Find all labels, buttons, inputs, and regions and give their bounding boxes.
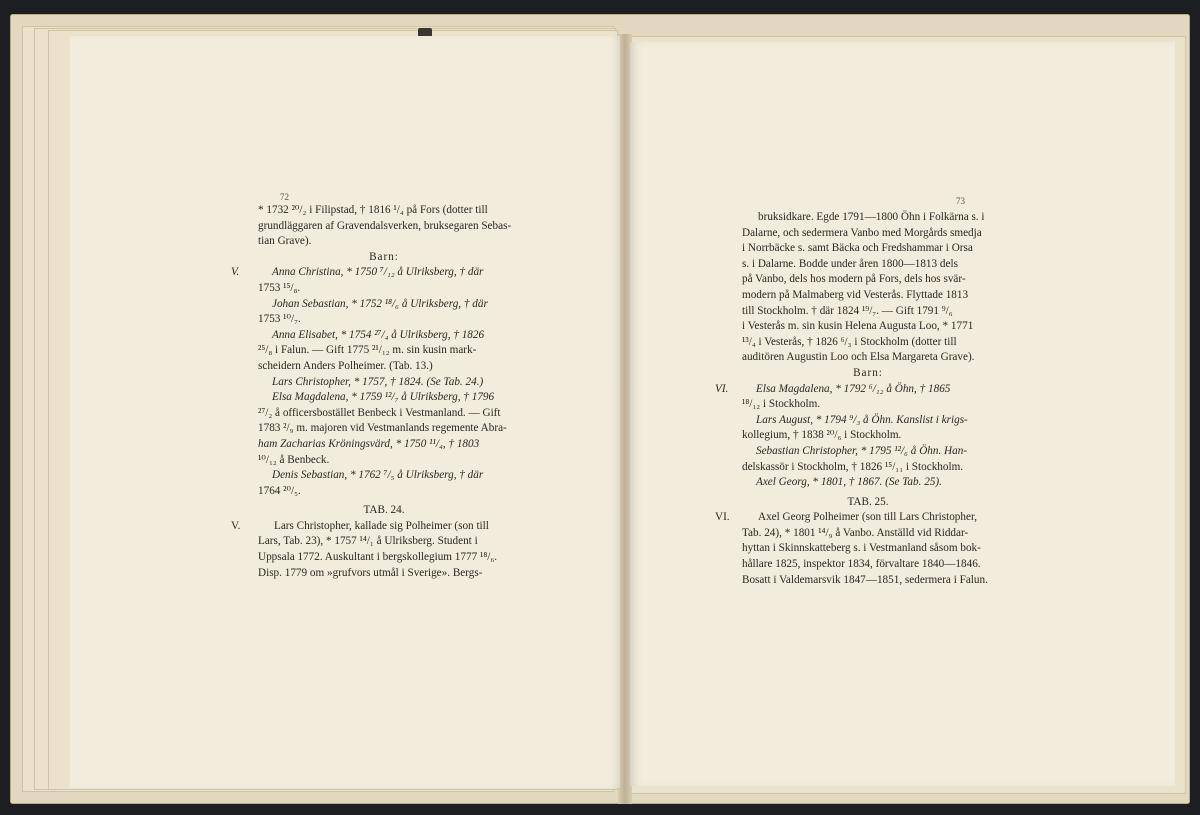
text-line: Disp. 1779 om »grufvors utmål i Sverige». Bergs- [258, 566, 483, 579]
text-line: till Stockholm. † där 1824 ¹⁹/₇. — Gift 1791 ⁹/₆ [742, 304, 953, 317]
text-line [231, 519, 510, 535]
text-line: delskassör i Stockholm, † 1826 ¹⁵/₁₁ i Stockholm. [742, 460, 964, 473]
text-line: Elsa Magdalena, * 1759 ¹²/₇ å Ulriksberg, † 1796 [272, 391, 495, 404]
text-line: tian Grave). [258, 235, 312, 248]
text-line: Anna Elisabet, * 1754 ²⁷/₄ å Ulriksberg, † 1826 [272, 328, 485, 341]
text-line: Sebastian Christopher, * 1795 ¹²/₆ å Öhn. Han- [756, 444, 968, 457]
text-line: Tab. 24), * 1801 ¹⁴/₉ å Vanbo. Anställd vid Riddar- [742, 526, 969, 539]
text-line: ²⁷/₂ å officersbostället Benbeck i Vestmanland. — Gift [258, 406, 501, 419]
text-line: ham Zacharias Kröningsvärd, * 1750 ¹¹/₄, † 1803 [258, 437, 480, 450]
text-line: modern på Malmaberg vid Vesterås. Flyttade 1813 [742, 288, 969, 301]
margin-mark: VI. [715, 382, 729, 395]
text-line [715, 510, 994, 526]
text-line: 1753 ¹⁵/₈. [258, 281, 301, 294]
text-line: 1764 ²⁰/₅. [258, 484, 301, 497]
text-line: Uppsala 1772. Auskultant i bergskollegium 1777 ¹⁸/₆. [258, 551, 498, 564]
margin-mark: V. [231, 266, 240, 279]
right-page [630, 42, 1175, 786]
left-page-text [231, 203, 512, 581]
text-line: Denis Sebastian, * 1762 ⁷/₅ å Ulriksberg, † där [272, 469, 484, 482]
left-page-number: 72 [280, 192, 289, 202]
table-heading: TAB. 24. [363, 504, 405, 517]
text-line: i Norrbäcke s. samt Bäcka och Fredshammar i Orsa [742, 242, 973, 255]
text-line: Axel Georg, * 1801, † 1867. (Se Tab. 25). [756, 476, 942, 489]
right-page-number: 73 [956, 196, 965, 206]
open-book [10, 14, 1190, 804]
margin-mark: V. [231, 519, 241, 532]
text-line: 1783 ²/₉ m. majoren vid Vestmanlands regemente Abra- [258, 422, 507, 435]
section-heading: Barn: [853, 366, 883, 379]
text-line: ¹⁰/₁₂ å Benbeck. [258, 453, 330, 466]
table-heading: TAB. 25. [847, 495, 889, 508]
text-line: bruksidkare. Egde 1791—1800 Öhn i Folkärna s. i [758, 211, 985, 223]
text-span: Anna Christina, * 1750 ⁷/₁₂ å Ulriksberg, † där [272, 266, 484, 279]
margin-mark: VI. [715, 511, 730, 524]
text-line: 1753 ¹⁰/₇. [258, 313, 301, 326]
text-line [715, 382, 994, 398]
text-line: ¹⁸/₁₂ i Stockholm. [742, 398, 821, 411]
text-span: Elsa Magdalena, * 1792 ⁶/₁₂ å Öhn, † 1865 [756, 382, 951, 395]
text-line: Lars August, * 1794 ⁹/₃ å Öhn. Kanslist i krigs- [756, 413, 968, 426]
text-line: s. i Dalarne. Bodde under åren 1800—1813 dels [742, 257, 958, 270]
text-line: scheidern Anders Polheimer. (Tab. 13.) [258, 359, 433, 372]
text-line: Lars, Tab. 23), * 1757 ¹⁴/₁ å Ulriksberg. Student i [258, 535, 478, 548]
text-line: ²⁵/₈ i Falun. — Gift 1775 ²¹/₁₂ m. sin kusin mark- [258, 344, 477, 357]
text-line: Lars Christopher, * 1757, † 1824. (Se Tab. 24.) [272, 375, 484, 388]
text-line [231, 265, 510, 281]
text-span: Axel Georg Polheimer (son till Lars Christopher, [758, 511, 978, 524]
text-line: hyttan i Skinnskatteberg s. i Vestmanland såsom bok- [742, 542, 981, 555]
text-line: Dalarne, och sedermera Vanbo med Morgårds smedja [742, 226, 982, 239]
text-line: på Vanbo, dels hos modern på Fors, dels hos svär- [742, 273, 966, 286]
section-heading: Barn: [369, 250, 399, 263]
text-line: i Vesterås m. sin kusin Helena Augusta Loo, * 1771 [742, 320, 974, 333]
text-line: ¹³/₄ i Vesterås, † 1826 ⁶/₃ i Stockholm (dotter till [742, 335, 957, 348]
text-line: hållare 1825, inspektor 1834, förvaltare 1840—1846. [742, 558, 981, 571]
text-line: kollegium, † 1838 ²⁰/₆ i Stockholm. [742, 429, 902, 442]
text-line: * 1732 ²⁰/₂ i Filipstad, † 1816 ¹/₄ på Fors (dotter till [258, 204, 488, 216]
right-page-text [715, 210, 994, 588]
text-line: auditören Augustin Loo och Elsa Margareta Grave). [742, 351, 975, 364]
text-line: grundläggaren af Gravendalsverken, bruksegaren Sebas- [258, 219, 512, 232]
left-page [70, 36, 620, 788]
text-line: Bosatt i Valdemarsvik 1847—1851, sedermera i Falun. [742, 573, 988, 586]
text-line: Johan Sebastian, * 1752 ¹⁸/₆ å Ulriksberg, † där [272, 297, 488, 310]
text-span: Lars Christopher, kallade sig Polheimer (son till [274, 519, 489, 532]
